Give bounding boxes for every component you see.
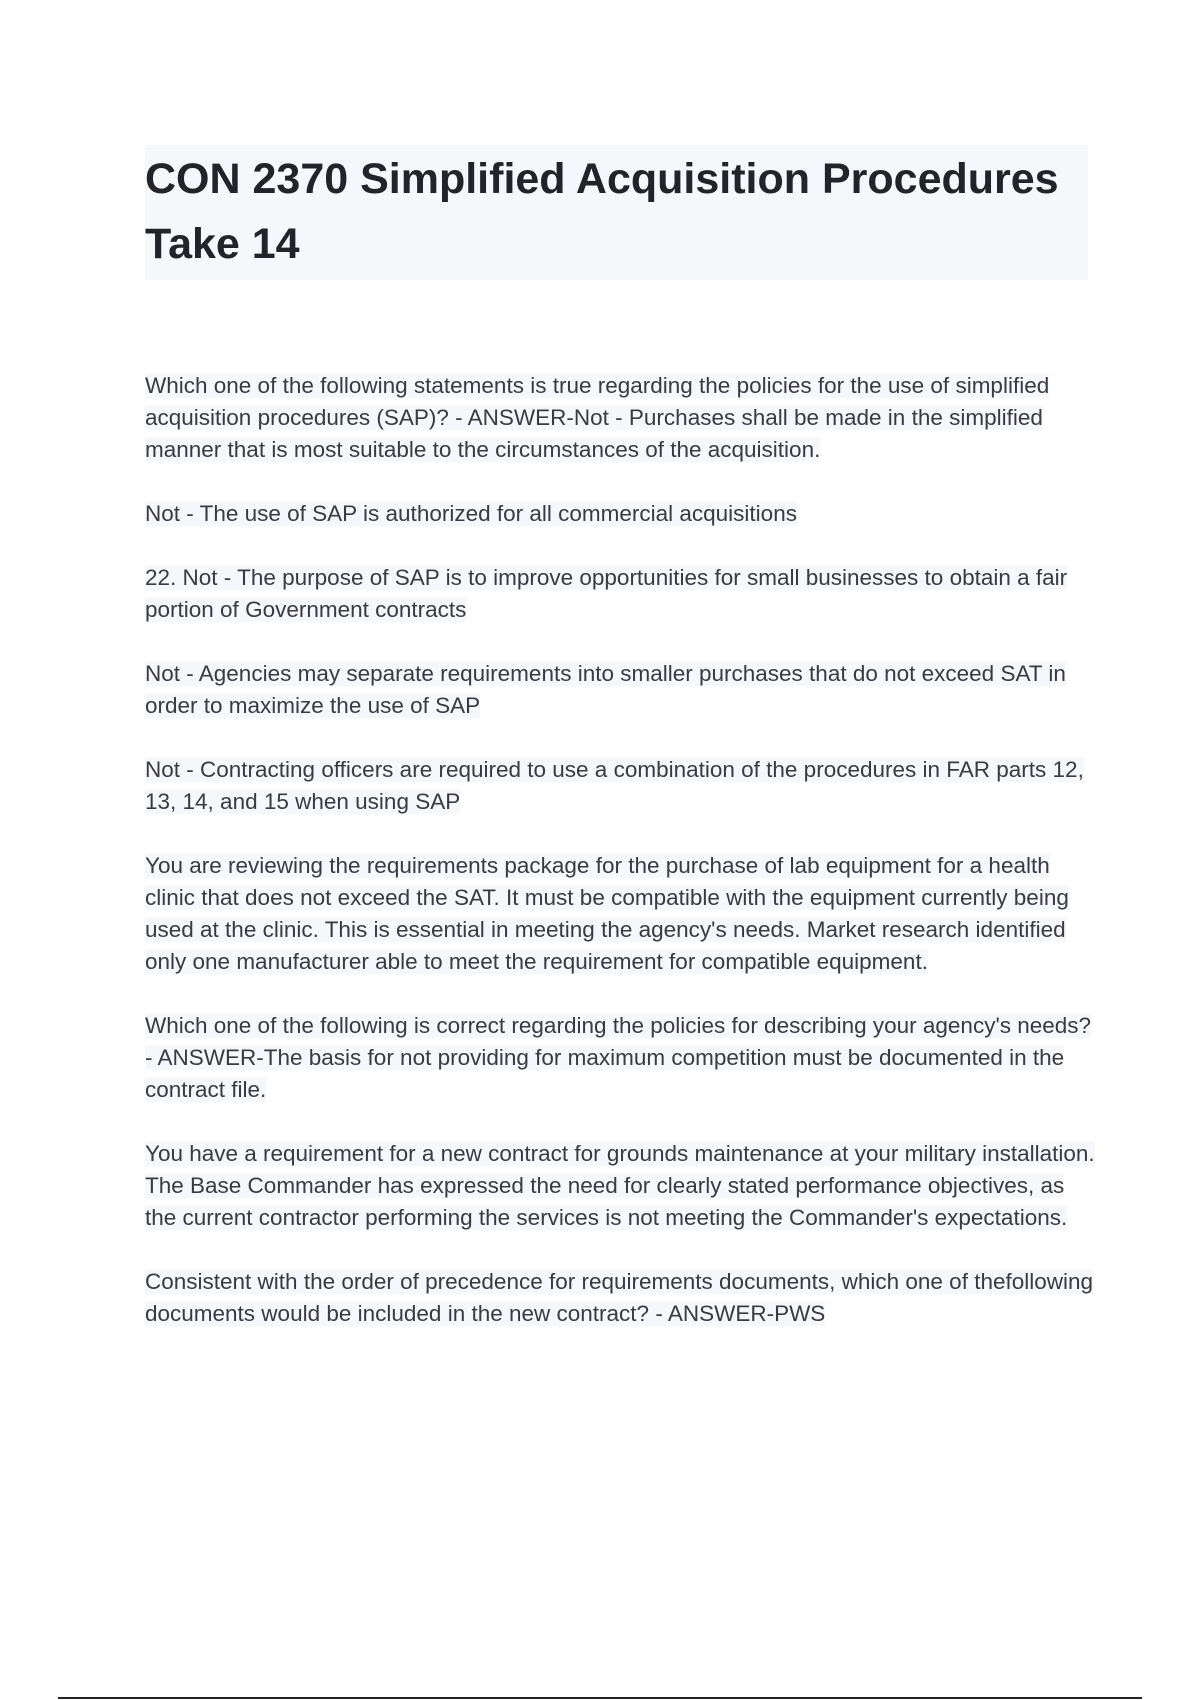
paragraph [145, 754, 1095, 818]
paragraph-text: Not - Agencies may separate requirements into smaller purchases that do not exceed SAT in order to maximize the use of SAP [145, 661, 1066, 718]
title-box [145, 145, 1088, 280]
paragraph-text: Which one of the following is correct regarding the policies for describing your agency's needs? - ANSWER-The basis for not providing for maximum competition must be documented in the contract file. [145, 1013, 1092, 1102]
document-body [145, 370, 1095, 1362]
paragraph-text: Not - The use of SAP is authorized for all commercial acquisitions [145, 501, 797, 526]
paragraph-text: Consistent with the order of precedence for requirements documents, which one of thefollowing documents would be included in the new contract? - ANSWER-PWS [145, 1269, 1094, 1326]
paragraph-text: You have a requirement for a new contract for grounds maintenance at your military installation. The Base Commander has expressed the need for clearly stated performance objectives, as the current contractor performing the services is not meeting the Commander's expectations. [145, 1141, 1095, 1230]
paragraph [145, 658, 1095, 722]
paragraph-text: Which one of the following statements is true regarding the policies for the use of simplified acquisition procedures (SAP)? - ANSWER-Not - Purchases shall be made in the simplified manner that is most suitable to the circumstances of the acquisition. [145, 373, 1050, 462]
paragraph [145, 498, 1095, 530]
paragraph-text: Not - Contracting officers are required to use a combination of the procedures in FAR parts 12, 13, 14, and 15 when using SAP [145, 757, 1084, 814]
paragraph-text: You are reviewing the requirements package for the purchase of lab equipment for a health clinic that does not exceed the SAT. It must be compatible with the equipment currently being used at the clinic. This is essential in meeting the agency's needs. Market research identified only one manufacturer able to meet the requirement for compatible equipment. [145, 853, 1069, 974]
page-title: CON 2370 Simplified Acquisition Procedures Take 14 [145, 155, 1059, 268]
footer-divider [58, 1697, 1142, 1699]
paragraph [145, 1266, 1095, 1330]
paragraph [145, 562, 1095, 626]
paragraph [145, 1138, 1095, 1234]
paragraph [145, 370, 1095, 466]
paragraph [145, 850, 1095, 978]
paragraph [145, 1010, 1095, 1106]
paragraph-text: 22. Not - The purpose of SAP is to improve opportunities for small businesses to obtain a fair portion of Government contracts [145, 565, 1068, 622]
